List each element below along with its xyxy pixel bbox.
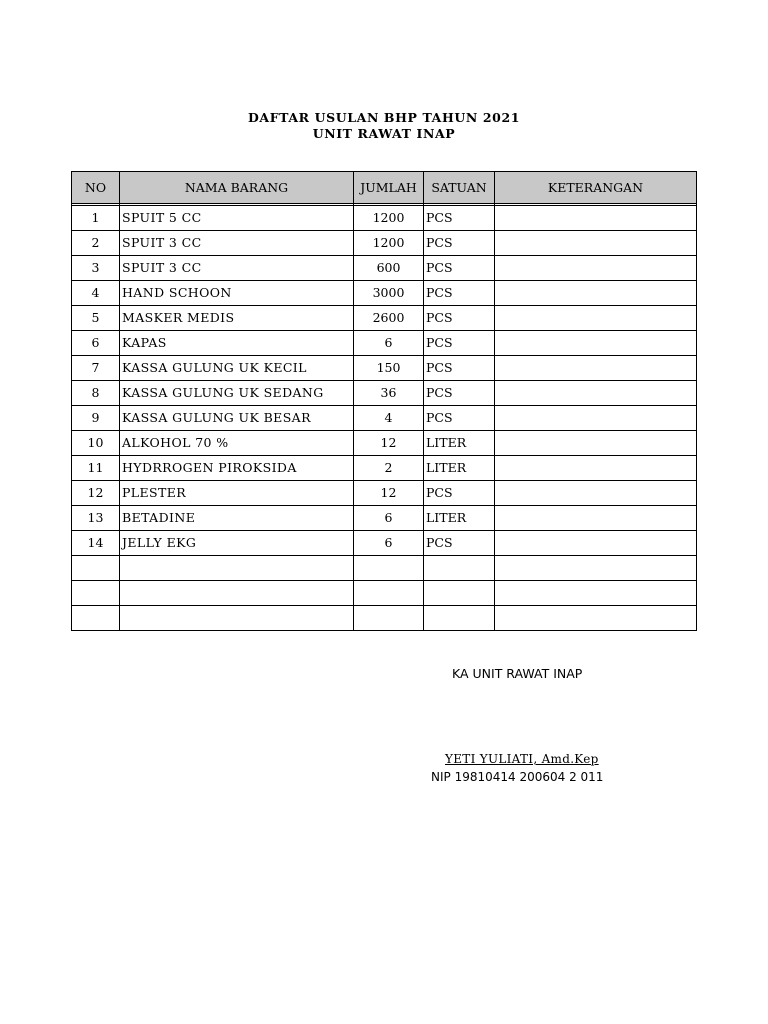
table-row	[72, 456, 697, 481]
cell-jumlah: 6	[354, 506, 424, 531]
cell-keterangan	[495, 356, 697, 381]
cell-keterangan	[495, 431, 697, 456]
cell-satuan	[424, 581, 495, 606]
cell-satuan	[424, 606, 495, 631]
table-row	[72, 606, 697, 631]
cell-satuan: PCS	[424, 531, 495, 556]
table-row	[72, 356, 697, 381]
cell-no: 2	[72, 231, 120, 256]
cell-keterangan	[495, 456, 697, 481]
cell-satuan: PCS	[424, 206, 495, 231]
cell-nama-barang: KAPAS	[120, 331, 354, 356]
cell-nama-barang: SPUIT 5 CC	[120, 206, 354, 231]
table-row	[72, 331, 697, 356]
cell-keterangan	[495, 506, 697, 531]
cell-keterangan	[495, 256, 697, 281]
cell-satuan: PCS	[424, 306, 495, 331]
cell-nama-barang: HYDRROGEN PIROKSIDA	[120, 456, 354, 481]
cell-keterangan	[495, 331, 697, 356]
table-row	[72, 306, 697, 331]
table-row	[72, 581, 697, 606]
header-satuan: SATUAN	[424, 172, 495, 204]
cell-satuan: LITER	[424, 506, 495, 531]
table-row	[72, 531, 697, 556]
cell-jumlah: 36	[354, 381, 424, 406]
cell-no: 1	[72, 206, 120, 231]
cell-no: 3	[72, 256, 120, 281]
cell-nama-barang: PLESTER	[120, 481, 354, 506]
cell-no: 8	[72, 381, 120, 406]
cell-keterangan	[495, 281, 697, 306]
cell-nama-barang	[120, 556, 354, 581]
cell-no: 9	[72, 406, 120, 431]
cell-satuan: PCS	[424, 281, 495, 306]
cell-jumlah: 4	[354, 406, 424, 431]
cell-keterangan	[495, 581, 697, 606]
cell-nama-barang: HAND SCHOON	[120, 281, 354, 306]
cell-satuan	[424, 556, 495, 581]
table-row	[72, 506, 697, 531]
cell-jumlah: 12	[354, 481, 424, 506]
cell-nama-barang: BETADINE	[120, 506, 354, 531]
cell-jumlah: 2600	[354, 306, 424, 331]
header-keterangan: KETERANGAN	[495, 172, 697, 204]
cell-jumlah	[354, 581, 424, 606]
cell-satuan: PCS	[424, 331, 495, 356]
table-row	[72, 481, 697, 506]
document-title: DAFTAR USULAN BHP TAHUN 2021	[247, 110, 521, 125]
table-body	[72, 204, 697, 631]
signature-nip: NIP 19810414 200604 2 011	[431, 770, 604, 784]
cell-keterangan	[495, 406, 697, 431]
cell-jumlah: 6	[354, 531, 424, 556]
cell-satuan: LITER	[424, 431, 495, 456]
cell-no: 4	[72, 281, 120, 306]
cell-keterangan	[495, 231, 697, 256]
item-table	[71, 171, 697, 631]
cell-jumlah: 1200	[354, 231, 424, 256]
cell-jumlah: 2	[354, 456, 424, 481]
header-jumlah: JUMLAH	[354, 172, 424, 204]
cell-nama-barang: JELLY EKG	[120, 531, 354, 556]
cell-nama-barang: ALKOHOL 70 %	[120, 431, 354, 456]
cell-keterangan	[495, 206, 697, 231]
table-header-row	[72, 172, 697, 204]
cell-nama-barang: SPUIT 3 CC	[120, 256, 354, 281]
cell-jumlah: 12	[354, 431, 424, 456]
header-nama-barang: NAMA BARANG	[120, 172, 354, 204]
cell-keterangan	[495, 306, 697, 331]
cell-no: 12	[72, 481, 120, 506]
cell-satuan: PCS	[424, 256, 495, 281]
cell-nama-barang: KASSA GULUNG UK KECIL	[120, 356, 354, 381]
cell-no: 14	[72, 531, 120, 556]
cell-satuan: PCS	[424, 406, 495, 431]
cell-no: 7	[72, 356, 120, 381]
table-row	[72, 231, 697, 256]
table-row	[72, 381, 697, 406]
cell-no: 11	[72, 456, 120, 481]
table-row	[72, 281, 697, 306]
cell-keterangan	[495, 531, 697, 556]
cell-no: 13	[72, 506, 120, 531]
cell-keterangan	[495, 606, 697, 631]
signature-name: YETI YULIATI, Amd.Kep	[445, 752, 599, 766]
table-row	[72, 406, 697, 431]
cell-no	[72, 581, 120, 606]
cell-satuan: PCS	[424, 381, 495, 406]
cell-jumlah	[354, 556, 424, 581]
cell-nama-barang: KASSA GULUNG UK SEDANG	[120, 381, 354, 406]
cell-jumlah: 1200	[354, 206, 424, 231]
cell-no: 6	[72, 331, 120, 356]
cell-satuan: PCS	[424, 356, 495, 381]
cell-nama-barang: MASKER MEDIS	[120, 306, 354, 331]
cell-jumlah: 600	[354, 256, 424, 281]
cell-jumlah: 6	[354, 331, 424, 356]
cell-no: 10	[72, 431, 120, 456]
cell-jumlah: 150	[354, 356, 424, 381]
cell-no	[72, 556, 120, 581]
cell-jumlah: 3000	[354, 281, 424, 306]
cell-keterangan	[495, 481, 697, 506]
cell-keterangan	[495, 556, 697, 581]
document-subtitle: UNIT RAWAT INAP	[312, 126, 456, 141]
cell-nama-barang: SPUIT 3 CC	[120, 231, 354, 256]
cell-satuan: PCS	[424, 231, 495, 256]
header-no: NO	[72, 172, 120, 204]
cell-no	[72, 606, 120, 631]
table-row	[72, 206, 697, 231]
cell-nama-barang	[120, 581, 354, 606]
cell-satuan: PCS	[424, 481, 495, 506]
table-row	[72, 556, 697, 581]
signature-title: KA UNIT RAWAT INAP	[452, 666, 583, 681]
cell-keterangan	[495, 381, 697, 406]
cell-jumlah	[354, 606, 424, 631]
cell-no: 5	[72, 306, 120, 331]
table-row	[72, 431, 697, 456]
cell-nama-barang	[120, 606, 354, 631]
cell-satuan: LITER	[424, 456, 495, 481]
table-row	[72, 256, 697, 281]
cell-nama-barang: KASSA GULUNG UK BESAR	[120, 406, 354, 431]
